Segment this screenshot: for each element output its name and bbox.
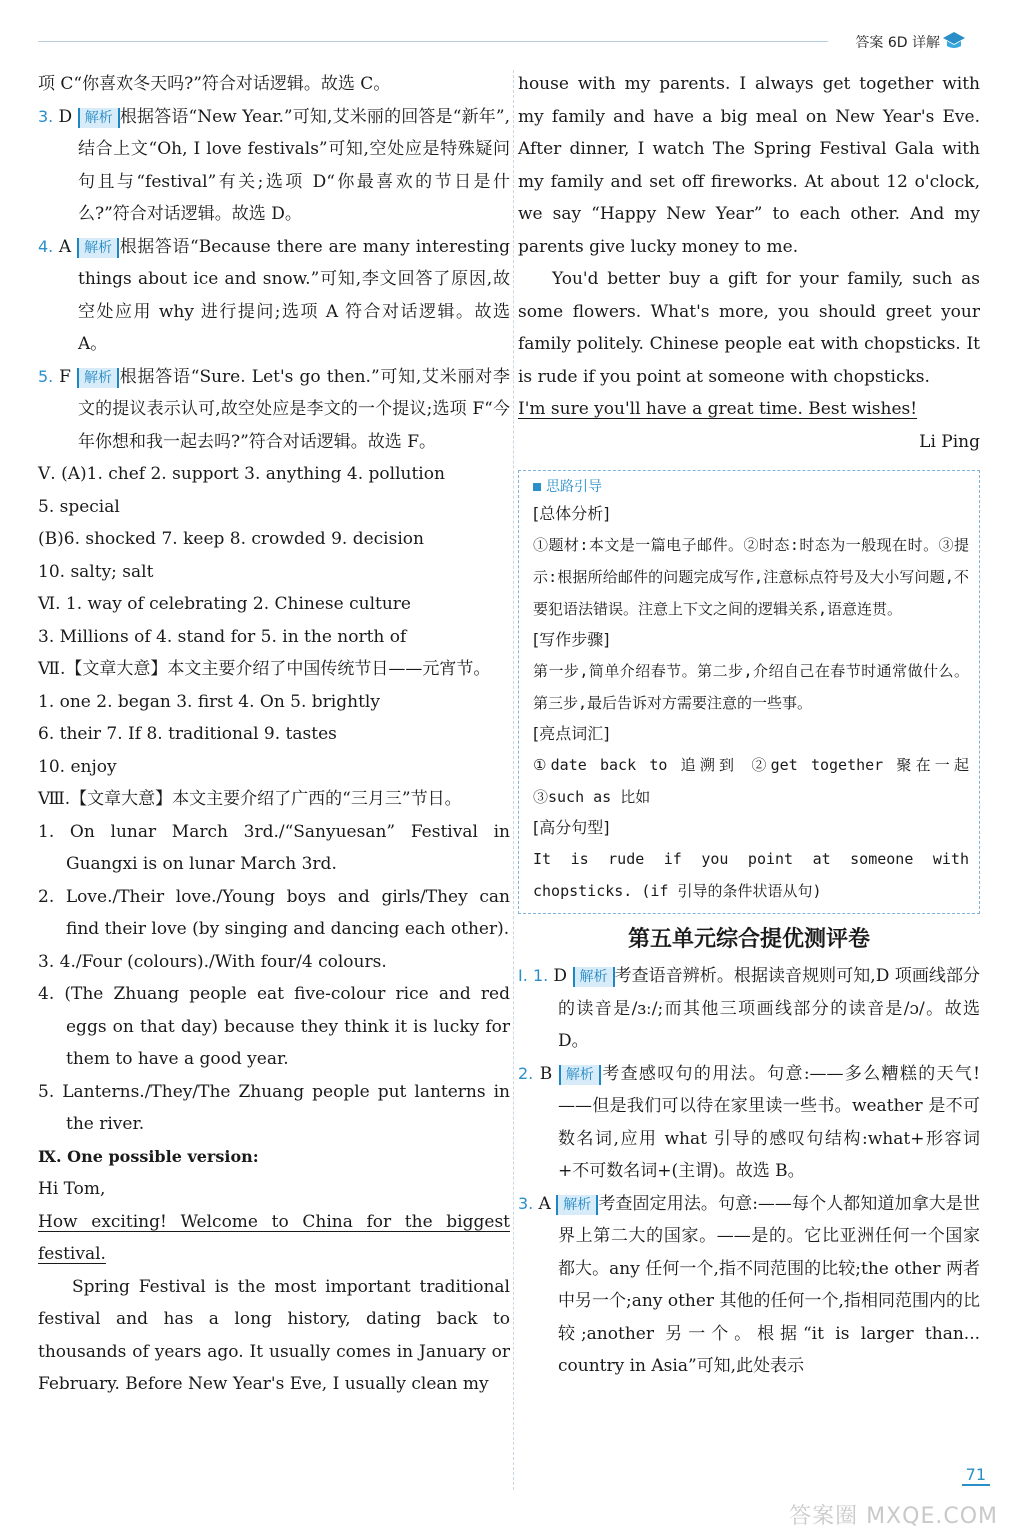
guide-section-head: [亮点词汇]: [533, 724, 610, 743]
left-line: 6. their 7. If 8. traditional 9. tastes: [38, 724, 337, 744]
analysis-tag: 解析: [78, 108, 120, 128]
header-label: 答案 6D 详解: [855, 35, 940, 51]
right-line: house with my parents. I always get together with my family and have a big meal on New Year's Eve. After dinner, I watch The Spring Festival Gala with my family and set off fireworks. At about 12 o'clock, we say “Happy New Year” to each other. And my parents give lucky money to me.: [518, 74, 980, 257]
page-number: 71: [962, 1465, 990, 1486]
item-answer: A: [58, 236, 78, 257]
item-number: 3.: [38, 106, 59, 126]
header-rule: [38, 41, 828, 42]
answer-item: [518, 1188, 980, 1383]
left-line: Ⅸ. One possible version:: [38, 1146, 259, 1166]
left-line: 1. On lunar March 3rd./“Sanyuesan” Festival in Guangxi is on lunar March 3rd.: [38, 821, 510, 874]
writing-guide-box: [518, 470, 980, 914]
item-text: 考查固定用法。句意:——每个人都知道加拿大是世界上第二大的国家。——是的。它比亚洲任何一个国家都大。any 任何一个,指不同范围的比较;the other 两者中另一个;any other 其他的任何一个,指相同范围内的比较;another 另一个。根据“it is larger than... country in Asia”可知,此处表示: [558, 1193, 980, 1376]
analysis-tag: 解析: [556, 1195, 598, 1215]
guide-section-text: It is rude if you point at someone with chopsticks. (if 引导的条件状语从句): [533, 850, 969, 900]
left-line: How exciting! Welcome to China for the biggest festival.: [38, 1211, 510, 1264]
item-text: 根据答语“Sure. Let's go then.”可知,艾米丽对李文的提议表示认可,故空处应是李文的一个提议;选项 F“今年你想和我一起去吗?”符合对话逻辑。故选 F。: [78, 366, 510, 452]
left-line: Ⅴ. (A)1. chef 2. support 3. anything 4. pollution: [38, 464, 445, 484]
item-number: 2.: [518, 1063, 540, 1083]
left-line: Hi Tom,: [38, 1179, 106, 1199]
left-line: 10. enjoy: [38, 756, 117, 777]
left-line: 2. Love./Their love./Young boys and girls/They can find their love (by singing and dancing each other).: [38, 886, 510, 939]
item-answer: D: [553, 966, 573, 986]
answer-item: [518, 960, 980, 1058]
analysis-tag: 解析: [559, 1065, 601, 1085]
answer-item: [38, 101, 510, 231]
guide-section-text: ①题材:本文是一篇电子邮件。②时态:时态为一般现在时。③提示:根据所给邮件的问题完成写作,注意标点符号及大小写问题,不要犯语法错误。注意上下文之间的逻辑关系,语意连贯。: [533, 536, 969, 618]
item-text: 根据答语“Because there are many interesting things about ice and snow.”可知,李文回答了原因,故空处应用 why 进行提问;选项 A 符合对话逻辑。故选 A。: [78, 236, 510, 354]
left-line: 项 C“你喜欢冬天吗?”符合对话逻辑。故选 C。: [38, 74, 391, 94]
left-column: [38, 68, 510, 1401]
left-line: 5. Lanterns./They/The Zhuang people put lanterns in the river.: [38, 1081, 510, 1134]
guide-section-head: [总体分析]: [533, 504, 610, 523]
right-line: You'd better buy a gift for your family, such as some flowers. What's more, you should greet your family politely. Chinese people eat with chopsticks. It is rude if you point at someone with chopsticks.: [518, 269, 980, 387]
guide-section-head: [写作步骤]: [533, 630, 610, 649]
left-line: 10. salty; salt: [38, 561, 154, 582]
left-line: 1. one 2. began 3. first 4. On 5. brightly: [38, 691, 380, 712]
left-line: Ⅷ.【文章大意】本文主要介绍了广西的“三月三”节日。: [38, 789, 462, 809]
column-divider: [513, 70, 514, 1490]
left-line: 4. (The Zhuang people eat five-colour rice and red eggs on that day) because they think it is lucky for them to have a good year.: [38, 984, 510, 1069]
item-number: 3.: [518, 1193, 539, 1213]
item-number: Ⅰ. 1.: [518, 966, 554, 985]
item-answer: A: [538, 1193, 557, 1214]
answer-item: [38, 231, 510, 361]
item-text: 考查语音辨析。根据读音规则可知,D 项画线部分的读音是/ɜː/;而其他三项画线部分的读音是/ɔ/。故选 D。: [558, 966, 980, 1051]
page-header: [38, 30, 988, 58]
watermark-logo: 答案圈 MXQE.COM: [789, 1504, 998, 1529]
graduation-cap-icon: [942, 30, 966, 52]
left-line: Ⅶ.【文章大意】本文主要介绍了中国传统节日——元宵节。: [38, 659, 491, 679]
guide-section-text: ①date back to 追溯到 ②get together 聚在一起 ③such as 比如: [533, 756, 969, 806]
item-number: 4.: [38, 236, 59, 256]
item-answer: B: [539, 1063, 559, 1084]
analysis-tag: 解析: [77, 238, 119, 258]
left-line: Spring Festival is the most important traditional festival and has a long history, dating back to thousands of years ago. It usually comes in January or February. Before New Year's Eve, I usually clean my: [38, 1276, 510, 1394]
unit-title: 第五单元综合提优测评卷: [627, 927, 870, 952]
item-answer: F: [59, 366, 78, 387]
guide-section-text: 第一步,简单介绍春节。第二步,介绍自己在春节时通常做什么。第三步,最后告诉对方需要注意的一些事。: [533, 662, 969, 712]
guide-section-head: [高分句型]: [533, 818, 610, 837]
right-line: I'm sure you'll have a great time. Best wishes!: [518, 399, 918, 419]
left-line: 5. special: [38, 496, 120, 517]
analysis-tag: 解析: [77, 368, 119, 388]
left-line: 3. Millions of 4. stand for 5. in the north of: [38, 626, 407, 647]
right-column: [518, 68, 980, 1383]
answer-item: [518, 1058, 980, 1188]
item-number: 5.: [38, 366, 60, 386]
left-line: Ⅵ. 1. way of celebrating 2. Chinese culture: [38, 594, 411, 614]
right-line: Li Ping: [919, 431, 980, 452]
left-line: 3. 4./Four (colours)./With four/4 colours.: [38, 951, 387, 972]
left-line: (B)6. shocked 7. keep 8. crowded 9. decision: [38, 529, 424, 549]
item-text: 根据答语“New Year.”可知,艾米丽的回答是“新年”,结合上文“Oh, I love festivals”可知,空处应是特殊疑问句且与“festival”有关;选项 D“你最喜欢的节日是什么?”符合对话逻辑。故选 D。: [78, 106, 510, 224]
item-answer: D: [58, 106, 78, 127]
answer-item: [38, 361, 510, 459]
analysis-tag: 解析: [573, 967, 615, 987]
guide-title: 思路引导: [533, 475, 969, 499]
item-text: 考查感叹句的用法。句意:——多么糟糕的天气!——但是我们可以待在家里读一些书。weather 是不可数名词,应用 what 引导的感叹句结构:what+形容词+不可数名词+(主谓)。故选 B。: [558, 1063, 981, 1181]
